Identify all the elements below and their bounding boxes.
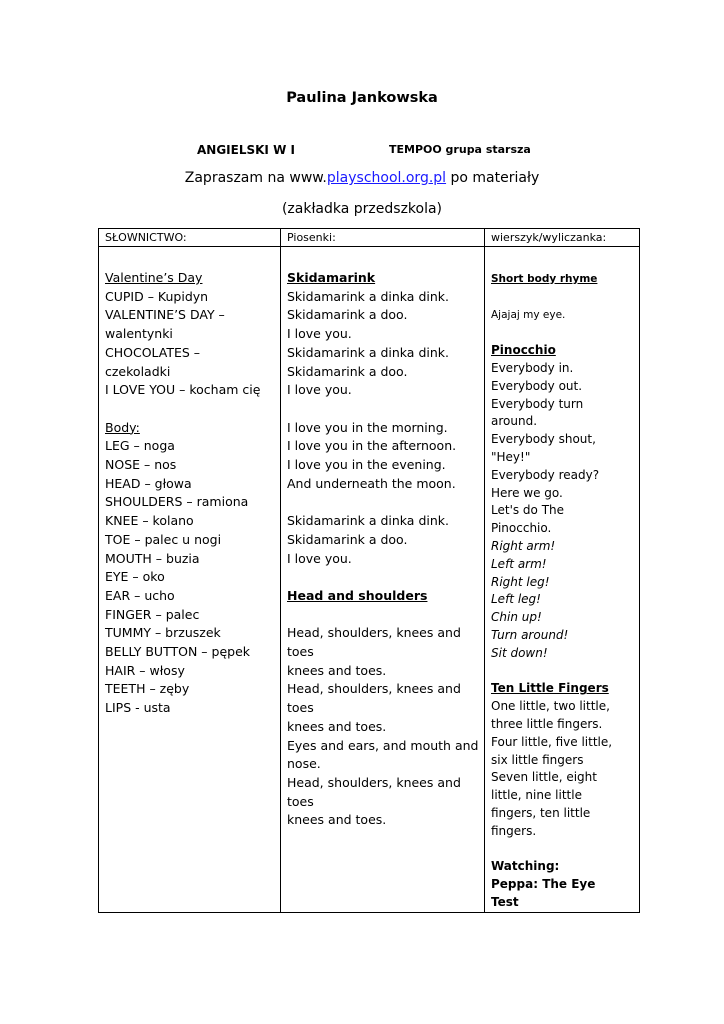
- header-rhymes: wierszyk/wyliczanka:: [485, 229, 640, 247]
- rhyme-line: Here we go.: [491, 485, 563, 500]
- song-title-head-and-shoulders: Head and shoulders: [287, 587, 428, 603]
- vocab-line: CUPID – Kupidyn: [105, 288, 209, 304]
- rhyme-line: three little fingers.: [491, 716, 603, 731]
- song-line: I love you.: [287, 326, 352, 342]
- invite-suffix: po materiały: [446, 170, 540, 186]
- rhyme-line: Everybody turn: [491, 396, 584, 411]
- song-line: nose.: [287, 756, 321, 772]
- song-line: I love you in the afternoon.: [287, 438, 457, 454]
- vocab-line: FINGER – palec: [105, 606, 200, 622]
- vocab-line: HEAD – głowa: [105, 475, 192, 491]
- song-line: knees and toes.: [287, 812, 387, 828]
- vocab-line: czekoladki: [105, 363, 171, 379]
- vocab-line: EYE – oko: [105, 569, 165, 585]
- songs-cell: [281, 247, 485, 913]
- vocab-line: CHOCOLATES –: [105, 344, 201, 360]
- rhyme-line: six little fingers: [491, 752, 584, 767]
- content-table: [98, 228, 640, 913]
- song-line: Skidamarink a dinka dink.: [287, 288, 449, 304]
- rhyme-line: One little, two little,: [491, 699, 610, 714]
- header-vocabulary: SŁOWNICTWO:: [99, 229, 281, 247]
- song-line: Eyes and ears, and mouth and: [287, 737, 479, 753]
- rhyme-line: little, nine little: [491, 788, 582, 803]
- song-line: And underneath the moon.: [287, 475, 456, 491]
- vocab-line: NOSE – nos: [105, 457, 177, 473]
- watching-line: Peppa: The Eye: [491, 877, 596, 892]
- rhyme-line-italic: Left leg!: [491, 592, 541, 607]
- valentine-title: Valentine’s Day: [105, 270, 203, 285]
- rhyme-line: Four little, five little,: [491, 734, 613, 749]
- rhyme-line: around.: [491, 414, 538, 429]
- rhyme-title-pinocchio: Pinocchio: [491, 343, 556, 358]
- vocab-line: TEETH – zęby: [105, 681, 190, 697]
- vocab-line: TOE – palec u nogi: [105, 531, 222, 547]
- vocab-line: LEG – noga: [105, 438, 175, 454]
- vocab-line: SHOULDERS – ramiona: [105, 494, 249, 510]
- vocab-line: LIPS - usta: [105, 700, 171, 716]
- song-line: toes: [287, 644, 314, 659]
- rhyme-line-italic: Chin up!: [491, 610, 542, 625]
- song-line: Skidamarink a doo.: [287, 531, 408, 547]
- song-title-skidamarink: Skidamarink: [287, 270, 376, 285]
- vocab-line: MOUTH – buzia: [105, 550, 200, 566]
- song-line: Head, shoulders, knees and: [287, 774, 461, 790]
- body-title: Body:: [105, 419, 140, 435]
- rhyme-line: "Hey!": [491, 449, 531, 464]
- rhyme-line: Everybody out.: [491, 378, 583, 393]
- song-line: toes: [287, 793, 314, 809]
- song-line: Head, shoulders, knees and: [287, 681, 461, 697]
- invite-line: [0, 170, 724, 186]
- rhyme-line: Ajajaj my eye.: [491, 308, 566, 321]
- rhyme-line: fingers.: [491, 823, 537, 838]
- vocab-line: VALENTINE’S DAY –: [105, 307, 225, 323]
- song-line: toes: [287, 700, 314, 716]
- song-line: I love you in the evening.: [287, 457, 446, 473]
- rhyme-line-italic: Right arm!: [491, 538, 556, 553]
- rhyme-title-short-body: Short body rhyme: [491, 273, 598, 285]
- vocabulary-cell: [99, 247, 281, 913]
- group-label: TEMPOO grupa starsza: [389, 143, 531, 156]
- song-line: Skidamarink a doo.: [287, 307, 408, 323]
- song-line: I love you.: [287, 382, 352, 398]
- rhyme-line-italic: Sit down!: [491, 645, 548, 660]
- rhyme-line: Pinocchio.: [491, 521, 552, 536]
- playschool-link[interactable]: playschool.org.pl: [326, 170, 447, 186]
- song-line: Skidamarink a dinka dink.: [287, 513, 449, 529]
- song-line: Skidamarink a doo.: [287, 363, 408, 379]
- vocab-line: KNEE – kolano: [105, 513, 194, 529]
- header-songs: Piosenki:: [281, 229, 485, 247]
- rhyme-line-italic: Turn around!: [491, 627, 569, 642]
- vocab-line: walentynki: [105, 326, 173, 342]
- rhyme-line: Seven little, eight: [491, 770, 597, 785]
- rhyme-title-ten-little-fingers: Ten Little Fingers: [491, 681, 609, 696]
- rhyme-line: fingers, ten little: [491, 805, 591, 820]
- vocab-line: EAR – ucho: [105, 587, 175, 603]
- rhyme-line: Let's do The: [491, 503, 565, 518]
- invite-prefix: Zapraszam na www.: [184, 170, 327, 186]
- watching-title: Watching:: [491, 859, 560, 874]
- table-body-row: [99, 247, 640, 913]
- song-line: Head, shoulders, knees and: [287, 625, 461, 641]
- document-title: Paulina Jankowska: [286, 90, 438, 106]
- tab-note: (zakładka przedszkola): [281, 201, 443, 217]
- song-line: I love you in the morning.: [287, 419, 448, 435]
- song-line: Skidamarink a dinka dink.: [287, 344, 449, 360]
- song-line: knees and toes.: [287, 718, 387, 734]
- course-label: ANGIELSKI W I: [197, 143, 295, 157]
- vocab-line: BELLY BUTTON – pępek: [105, 644, 251, 660]
- vocab-line: HAIR – włosy: [105, 662, 185, 678]
- watching-line: Test: [491, 894, 519, 909]
- song-line: knees and toes.: [287, 662, 387, 678]
- song-line: I love you.: [287, 550, 352, 566]
- rhyme-line: Everybody in.: [491, 360, 574, 375]
- rhyme-line-italic: Left arm!: [491, 556, 547, 571]
- table-header-row: [99, 229, 640, 247]
- vocab-line: I LOVE YOU – kocham cię: [105, 382, 261, 398]
- vocab-line: TUMMY – brzuszek: [105, 625, 221, 641]
- rhyme-line-italic: Right leg!: [491, 574, 550, 589]
- rhyme-line: Everybody ready?: [491, 467, 600, 482]
- rhymes-cell: [485, 247, 640, 913]
- rhyme-line: Everybody shout,: [491, 432, 596, 447]
